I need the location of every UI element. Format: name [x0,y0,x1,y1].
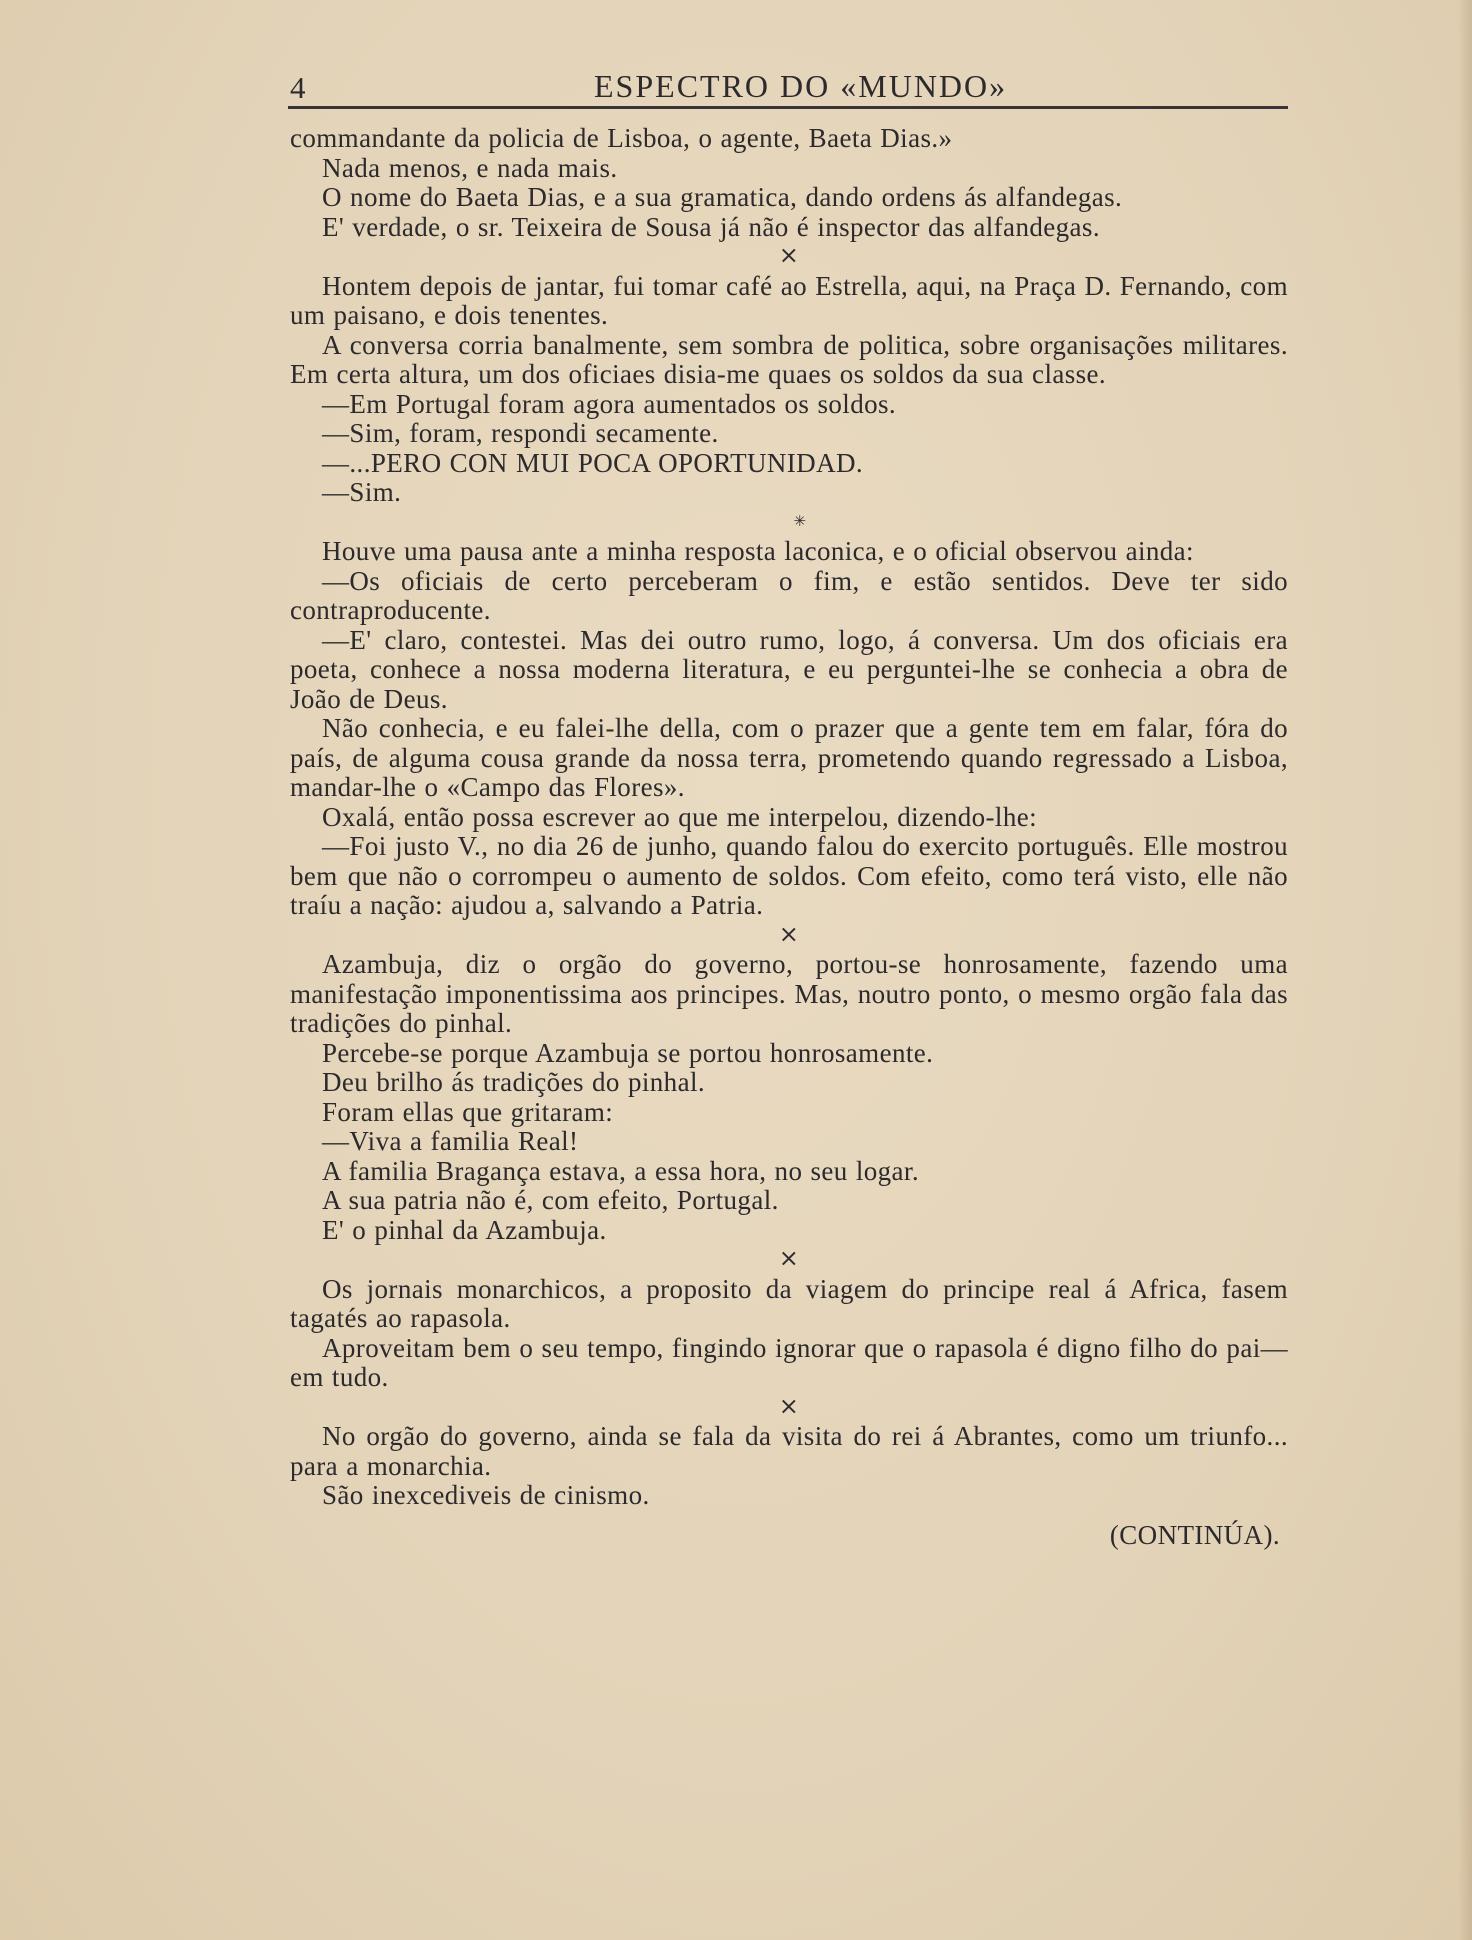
page-edge-shadow [1458,0,1472,1940]
paragraph: Foram ellas que gritaram: [322,1096,614,1127]
paragraph: Houve uma pausa ante a minha resposta laconica, e o oficial observou ainda: [322,536,1194,566]
dialogue-line: —Sim. [322,477,402,507]
paragraph: O nome do Baeta Dias, e a sua gramatica, dando ordens ás alfandegas. [322,182,1123,212]
page-number: 4 [290,70,306,105]
dialogue-line: —Em Portugal foram agora aumentados os soldos. [322,388,897,419]
paragraph: A sua patria não é, com efeito, Portugal. [322,1185,779,1215]
paragraph: Não conhecia, e eu falei-lhe della, com o prazer que a gente tem em falar, fóra do país, de alguma cousa grande da nossa terra, prometendo quando regressado a Lisboa, mandar-lhe o «Campo das Flores». [290,713,1288,802]
dialogue-line: —Os oficiais de certo perceberam o fim, e estão sentidos. Deve ter sido contraproducente. [290,565,1288,625]
paragraph: Oxalá, então possa escrever ao que me interpelou, dizendo-lhe: [322,801,1038,832]
dialogue-line: —Foi justo V., no dia 26 de junho, quando falou do exercito português. Elle mostrou bem que não o corrompeu o aumento de soldos. Com efeito, como terá visto, elle não traíu a nação: ajudou a, salvando a Patria. [290,831,1288,920]
dialogue-line: —E' claro, contestei. Mas dei outro rumo, logo, á conversa. Um dos oficiais era poeta, conhece a nossa moderna literatura, e eu perguntei-lhe se conhecia a obra de João de Deus. [290,624,1288,714]
dialogue-line: —...PERO CON MUI POCA OPORTUNIDAD. [322,447,864,478]
section-separator: ⨯ [778,921,800,948]
section-separator: ⨯ [778,1393,800,1420]
paragraph: commandante da policia de Lisboa, o agente, Baeta Dias.» [290,123,953,153]
paragraph: No orgão do governo, ainda se fala da visita do rei á Abrantes, como um triunfo... para a monarchia. [290,1421,1288,1481]
page-header [288,66,1288,106]
header-rule [288,106,1288,109]
paragraph: Os jornais monarchicos, a proposito da viagem do principe real á Africa, fasem tagatés ao rapasola. [290,1273,1288,1333]
section-separator: ⨯ [778,243,800,269]
section-separator: ⨯ [778,1246,800,1272]
running-title: ESPECTRO DO «MUNDO» [594,68,1008,104]
dialogue-line: —Viva a familia Real! [322,1126,579,1156]
paragraph: E' o pinhal da Azambuja. [322,1214,607,1245]
paragraph: A conversa corria banalmente, sem sombra de politica, sobre organisações militares. Em certa altura, um dos oficiaes disia-me quaes os soldos da sua classe. [290,329,1288,389]
paragraph: A familia Bragança estava, a essa hora, no seu logar. [322,1155,919,1186]
article-body [290,124,1288,1550]
paragraph: Aproveitam bem o seu tempo, fingindo ignorar que o rapasola é digno filho do pai—em tudo. [290,1332,1288,1392]
paragraph: Nada menos, e nada mais. [322,152,618,183]
continuation-note: (CONTINÚA). [1109,1519,1280,1550]
paragraph: Deu brilho ás tradições do pinhal. [322,1067,706,1097]
paragraph: Azambuja, diz o orgão do governo, portou-se honrosamente, fazendo uma manifestação imponentissima aos principes. Mas, noutro ponto, o mesmo orgão fala das tradições do pinhal. [290,949,1288,1038]
paragraph: Hontem depois de jantar, fui tomar café ao Estrella, aqui, na Praça D. Fernando, com um paisano, e dois tenentes. [290,270,1288,330]
paragraph: Percebe-se porque Azambuja se portou honrosamente. [322,1037,934,1068]
paragraph: São inexcediveis de cinismo. [322,1480,650,1510]
dialogue-line: —Sim, foram, respondi secamente. [322,418,719,448]
section-separator: ✳ [793,513,807,530]
paragraph: E' verdade, o sr. Teixeira de Sousa já não é inspector das alfandegas. [322,211,1100,242]
